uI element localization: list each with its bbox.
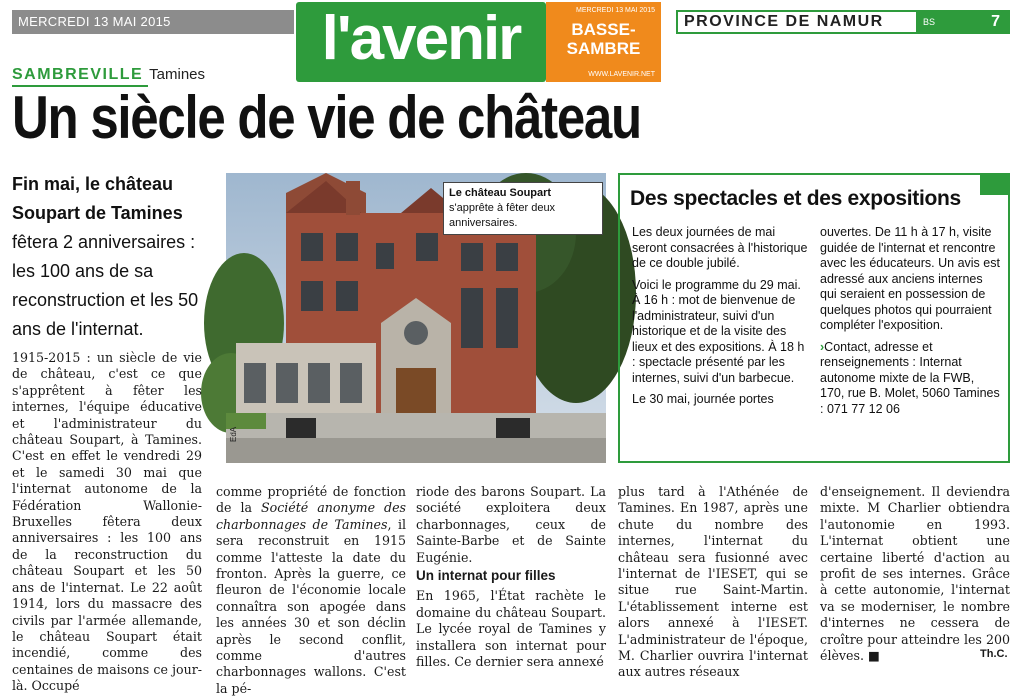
body-column-4 — [618, 484, 808, 681]
edition-name: BASSE- SAMBRE — [566, 20, 641, 58]
body-column-3 — [416, 484, 606, 670]
col2-b: , il sera reconstruit en 1915 comme l'atteste la date du fronton. Après la guerre, ce fleuron de l'économie locale connaîtra son apogée dans les années 30 et son déclin après le second conflit, comme d'autres charbonnages wallons. C'est la pé- — [216, 516, 406, 696]
events-box — [618, 173, 1010, 463]
edition-date: MERCREDI 13 MAI 2015 — [576, 7, 655, 14]
col5-text: d'enseignement. Il deviendra mixte. M Charlier obtiendra l'autonomie en 1993. L'internat obtient une certaine liberté d'action au profit de ses internes. Grâce à cette autonomie, l'internat va se moderniser, le nombre d'internes ne cessera de croître pour atteindre les 200 élèves. ■ — [820, 484, 1010, 664]
subhead: Un internat pour filles — [416, 568, 556, 584]
kicker-place: SAMBREVILLE — [12, 66, 144, 83]
col3-a: riode des barons Soupart. La société exploitera deux charbonnages, ceux de Sainte-Barbe et de Sainte Eugénie. — [416, 484, 606, 565]
kicker — [12, 66, 205, 84]
page-number: 7 — [942, 12, 1008, 32]
col2-a: comme propriété de fonction de la — [216, 484, 406, 516]
caption-rest: s'apprête à fêter deux anniversaires. — [449, 202, 556, 229]
lead-rest: fêtera 2 anniversaires : les 100 ans de sa reconstruction et les 50 ans de l'internat. — [12, 232, 199, 339]
box-left-p2: Voici le programme du 29 mai. À 16 h : mot de bienvenue de l'administrateur, suivi d'un historique et de la visite des lieux et des expositions. À 18 h : spectacle présenté par les internes, suivi d'un barbecue. — [632, 277, 805, 385]
col1-text: 1915-2015 : un siècle de vie de château, c'est ce que s'apprêtent à fêter les internes, l'équipe éducative et l'administrateur du château Soupart, à Tamines. C'est en effet le vendredi 29 et le samedi 30 mai que l'internat autonome de la Fédération Wallonie-Bruxelles fêtera deux anniversaires : les 100 ans de la reconstruction du château Soupart et les 50 ans de l'internat. Le 22 août 1914, lors du massacre des civils par l'armée allemande, le château Soupart était incendié, comme des centaines de maisons ce jour-là. Occupé — [12, 350, 202, 694]
col4-text: plus tard à l'Athénée de Tamines. En 1987, après une chute du nombre des internes, l'internat du château sera fusionné avec l'internat de l'IESET, qui se situe rue Saint-Martin. L'établissement interne est alors annexé à l'IESET. L'administrateur de l'époque, M. Charlier ouvrira l'internat aux autres réseaux — [618, 484, 808, 680]
newspaper-logo — [296, 2, 546, 82]
edition-url: WWW.LAVENIR.NET — [588, 71, 655, 78]
section-bar — [676, 10, 1010, 34]
caption-bold: Le château Soupart — [449, 187, 552, 199]
arrow-icon: › — [820, 339, 825, 354]
photo-credit: EdA — [229, 426, 238, 442]
box-left-column — [632, 225, 810, 414]
col2-text — [216, 484, 406, 697]
body-column-5 — [820, 484, 1010, 664]
col2-italic: Société anonyme des charbonnages de Tamines — [216, 500, 406, 532]
edition-badge — [546, 2, 661, 82]
col3-b: En 1965, l'État rachète le domaine du château Soupart. Le lycée royal de Tamines y installera son internat pour filles. Ce dernier sera annexé — [416, 588, 606, 670]
lead-bold: Fin mai, le château Soupart de Tamines — [12, 174, 183, 223]
kicker-sub: Tamines — [149, 66, 206, 83]
issue-date: MERCREDI 13 MAI 2015 — [12, 10, 294, 34]
photo-caption — [443, 182, 603, 235]
body-column-1 — [12, 350, 202, 695]
section-name: PROVINCE DE NAMUR — [684, 13, 884, 30]
box-right-column — [820, 225, 1002, 423]
box-right-p1: ouvertes. De 11 h à 17 h, visite guidée de l'internat et rencontre avec les éducateurs. Un avis est adressé aux anciens internes qui seraient en possession de quelques photos qui pourraient compléter l'exposition. — [820, 225, 1000, 332]
box-corner — [980, 173, 1010, 195]
box-left-p1: Les deux journées de mai seront consacrées à l'historique de ce double jubilé. — [632, 225, 808, 270]
logo-text: l'avenir — [321, 4, 521, 73]
lead-paragraph — [12, 170, 222, 344]
body-column-2 — [216, 484, 406, 697]
box-title: Des spectacles et des expositions — [630, 187, 961, 210]
headline: Un siècle de vie de château — [12, 84, 641, 151]
box-left-p3: Le 30 mai, journée portes — [632, 392, 774, 406]
section-code: BS — [916, 12, 942, 32]
box-contact: Contact, adresse et renseignements : Internat autonome mixte de la FWB, 170, rue B. Molet, 5060 Tamines : 071 77 12 06 — [820, 339, 1000, 416]
author-signature: Th.C. — [980, 648, 1008, 660]
